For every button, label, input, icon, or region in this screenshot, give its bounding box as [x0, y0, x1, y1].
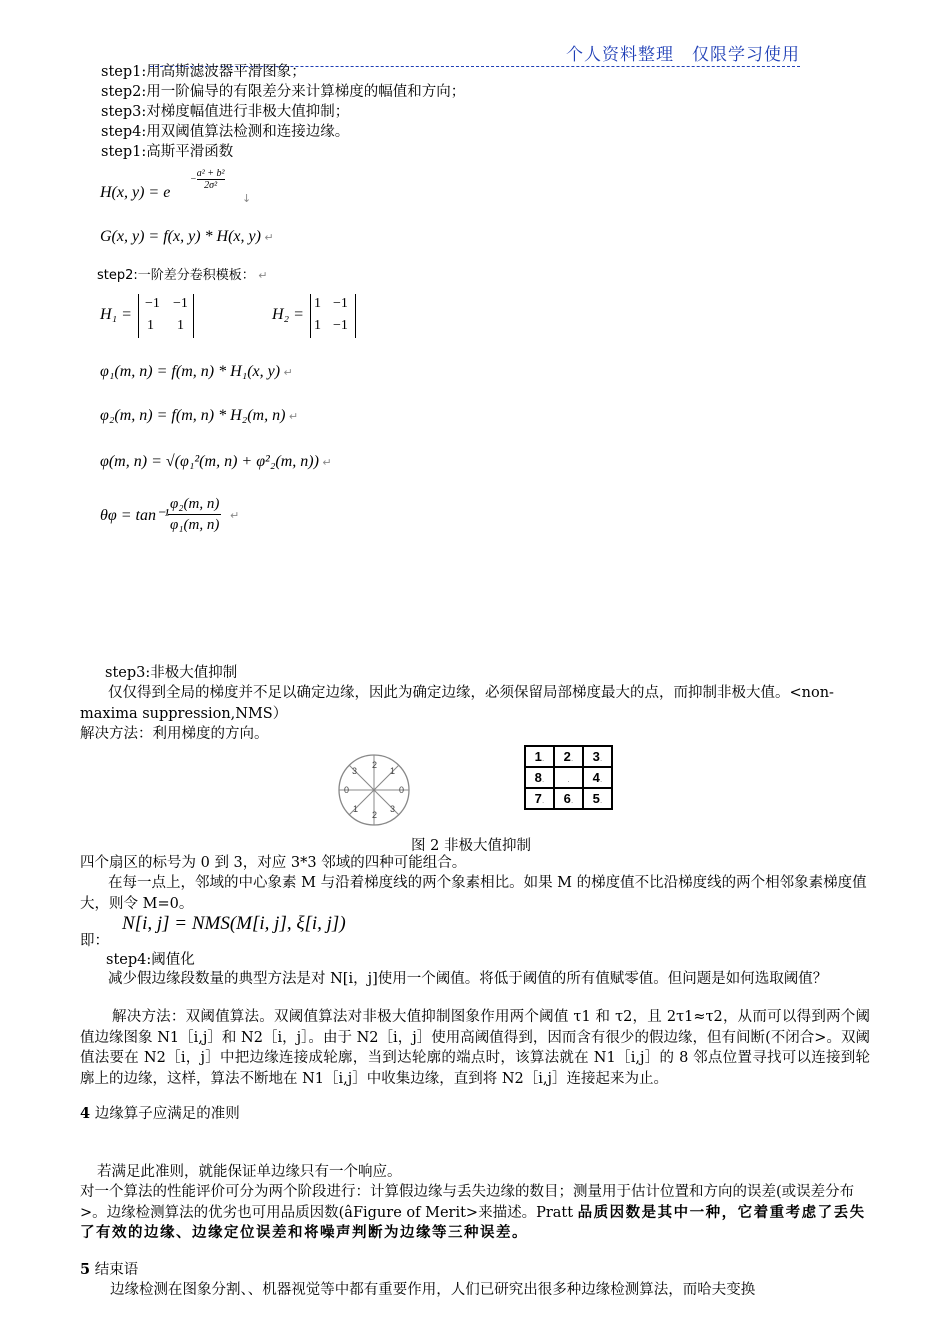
sector-label: 2 [372, 760, 378, 770]
formula-theta: θφ = tan⁻¹ [100, 507, 170, 524]
criteria-line: 若满足此准则，就能保证单边缘只有一个响应。 [97, 1164, 402, 1180]
matrix-h1: −1 −1 1 1 [138, 294, 194, 338]
step-line-1: step1:用高斯滤波器平滑图象； [101, 64, 306, 80]
grid-cell: 7. [525, 788, 554, 809]
grid-cell-center: . [554, 767, 583, 788]
step-line-2: step2:用一阶偏导的有限差分来计算梯度的幅值和方向； [101, 84, 466, 100]
grid-cell: 3. [583, 746, 612, 767]
figure-caption: 图 2 非极大值抑制 [411, 838, 531, 854]
step4-paragraph-2: 解决方法：双阈值算法。双阈值算法对非极大值抑制图象作用两个阈值 τ1 和 τ2，且 2τ1≈τ2，从而可以得到两个阈值边缘图象 N1［i,j］和 N2［i，j］。由于 N2［i，j］使用高阈值得到，因而含有很少的假边缘，但有间断(不闭合>。双阈值法要在 N2［i，j］中把边缘连接成轮廓，当到达轮廓的端点时，该算法就在 N1［i,j］的 8 邻点位置寻找可以连接到轮廓上的边缘，这样，算法不断地在 N1［i,j］中收集边缘，直到将 N2［i,j］连接起来为止。 [80, 1009, 870, 1087]
step-line-4: step4:用双阈值算法检测和连接边缘。 [101, 124, 350, 140]
sector-label: 0 [344, 785, 350, 795]
step-line-3: step3:对梯度幅值进行非极大值抑制； [101, 104, 350, 120]
formula-phi1: φ₁(m, n) = f(m, n) * H₁(x, y) ↵ [100, 363, 293, 380]
step4-title: step4:阈值化 [106, 952, 195, 968]
grid-cell: 8. [525, 767, 554, 788]
step2-template-label: step2:一阶差分卷积模板： ↵ [97, 268, 268, 283]
formula-gaussian-exponent: − $\frac{\text{a² + b²}}{\text{2σ²}}$ [190, 168, 225, 191]
formula-convolution-g: G(x, y) = f(x, y) * H(x, y) ↵ [100, 228, 274, 245]
formula-nms: N[i, j] = NMS(M[i, j], ξ[i, j]) [122, 913, 346, 934]
sector-label: 3 [352, 766, 358, 776]
step3-method: 解决方法：利用梯度的方向。 [80, 726, 269, 742]
matrix-h1-label: H₁ = [100, 306, 132, 323]
formula-phi-magnitude: φ(m, n) = √(φ₁²(m, n) + φ²₂(m, n)) ↵ [100, 453, 332, 470]
formula-phi2: φ₂(m, n) = f(m, n) * H₂(m, n) ↵ [100, 407, 299, 424]
sector-label: 1 [390, 766, 396, 776]
conclusion-line: 边缘检测在图象分割、、机器视觉等中都有重要作用，人们已研究出很多种边缘检测算法，而哈夫变换 [110, 1282, 756, 1298]
sector-label: 0 [399, 785, 405, 795]
sector-circle-diagram [336, 752, 412, 828]
ji-label: 即： [80, 933, 109, 949]
criteria-paragraph: 对一个算法的性能评价可分为两个阶段进行：计算假边缘与丢失边缘的数目；测量用于估计位置和方向的误差(或误差分布>。边缘检测算法的优劣也可用品质因数(âFigure of Merit>来描述。Pratt 品质因数是其中一种，它着重考虑了丢失了有效的边缘、边缘定位误差和将噪声判断为边缘等三种误差。 [80, 1184, 866, 1241]
matrix-h2-label: H₂ = [272, 306, 304, 323]
step3-title: step3:非极大值抑制 [105, 665, 238, 681]
formula-gaussian: H(x, y) = e [100, 184, 171, 201]
section-5-heading: 5 结束语 [80, 1261, 139, 1278]
grid-cell: 5. [583, 788, 612, 809]
grid-cell: 1. [525, 746, 554, 767]
matrix-h2: 1 −1 1 −1 [310, 294, 356, 338]
grid-cell: 4. [583, 767, 612, 788]
step1-gauss-label: step1:高斯平滑函数 [101, 144, 234, 160]
neighborhood-grid [524, 745, 613, 810]
sector-label: 2 [372, 810, 378, 820]
return-mark-icon: ↵ [230, 509, 240, 522]
sector-label: 3 [390, 804, 396, 814]
step3-paragraph: 仅仅得到全局的梯度并不足以确定边缘，因此为确定边缘，必须保留局部梯度最大的点，而抑制非极大值。<non-maxima suppression,NMS） [80, 685, 834, 722]
nms-paragraph: 在每一点上，邻域的中心象素 M 与沿着梯度线的两个象素相比。如果 M 的梯度值不比沿梯度线的两个相邻象素梯度值大，则令 M=0。 [80, 875, 867, 912]
formula-theta-fraction: φ₂(m, n) φ₁(m, n) [170, 496, 220, 533]
grid-cell: 6. [554, 788, 583, 809]
page-header: 个人资料整理 仅限学习使用 [150, 40, 800, 67]
return-mark-icon: ↓ [242, 192, 252, 205]
step4-paragraph-1: 减少假边缘段数量的典型方法是对 N[i，j]使用一个阈值。将低于阈值的所有值赋零值。但问题是如何选取阈值？ [108, 971, 828, 987]
sector-description: 四个扇区的标号为 0 到 3，对应 3*3 邻域的四种可能组合。 [80, 855, 467, 871]
sector-label: 1 [353, 804, 359, 814]
grid-cell: 2. [554, 746, 583, 767]
section-4-heading: 4 边缘算子应满足的准则 [80, 1105, 240, 1122]
